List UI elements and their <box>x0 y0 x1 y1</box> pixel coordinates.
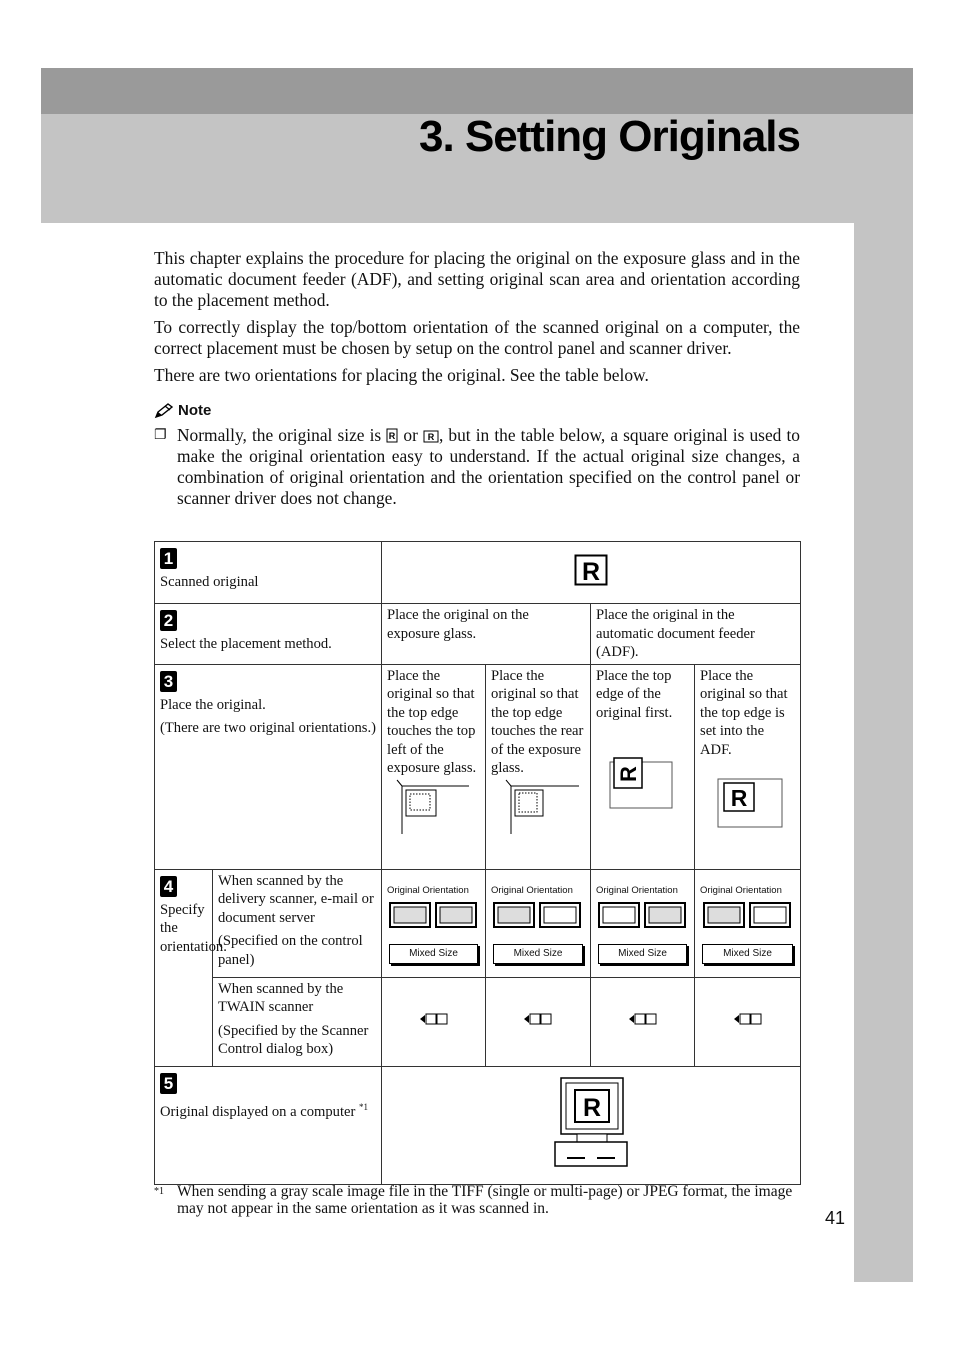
footnote-mark: *1 <box>154 1186 164 1197</box>
chapter-title: 3. Setting Originals <box>419 112 800 161</box>
step-cell <box>155 664 382 869</box>
step-sublabel: (There are two original orientations.) <box>160 720 376 736</box>
step-label: Original displayed on a computer <box>160 1103 356 1120</box>
panel-cell <box>382 869 486 977</box>
placement-text: Place the original so that the top edge touches the top left of the exposure glass. <box>387 667 477 776</box>
twain-cell <box>486 977 591 1066</box>
table-row <box>155 977 801 1066</box>
table-row <box>155 604 801 665</box>
placement-text: Place the original so that the top edge is set into the ADF. <box>700 667 788 758</box>
portrait-original-icon <box>386 428 398 443</box>
intro-paragraph: There are two orientations for placing the original. See the table below. <box>154 365 649 385</box>
panel-title: Original Orientation <box>491 884 573 896</box>
svg-text:R: R <box>389 431 396 441</box>
panel-cell <box>591 869 695 977</box>
landscape-original-icon <box>423 430 439 443</box>
footnote-mark: *1 <box>359 1101 368 1112</box>
intro-paragraph: This chapter explains the procedure for placing the original on the exposure glass and in the automatic document feeder (ADF), and setting original scan area and orientation according to the placement method. <box>154 248 800 310</box>
method-text: When scanned by the TWAIN scanner <box>218 980 344 1015</box>
r-glyph: R <box>581 557 601 586</box>
step-number: 2 <box>160 610 177 631</box>
glass-rear-illustration <box>491 778 583 838</box>
svg-text:R: R <box>730 785 748 811</box>
step-number: 3 <box>160 671 177 692</box>
table-row <box>155 664 801 869</box>
table-row <box>155 869 801 977</box>
step-label: Specify the orientation. <box>160 901 227 955</box>
placement-cell <box>695 664 801 869</box>
panel-cell <box>486 869 591 977</box>
twain-orientation-icon <box>733 1012 763 1026</box>
step-label: Select the placement method. <box>160 636 332 652</box>
placement-cell <box>382 664 486 869</box>
scanned-original-cell <box>382 542 801 604</box>
placement-text: Place the top edge of the original first. <box>596 667 673 721</box>
footnote <box>154 1183 800 1217</box>
table-row <box>155 542 801 604</box>
note-item <box>154 425 800 509</box>
method-sub: (Specified on the control panel) <box>218 933 363 968</box>
orientation-keys-illustration <box>702 900 794 930</box>
step-cell <box>155 604 382 665</box>
checkbox-icon: ❐ <box>154 427 167 443</box>
table-row <box>155 1066 801 1184</box>
pencil-icon <box>154 403 174 419</box>
svg-text:R: R <box>427 432 435 442</box>
twain-orientation-icon <box>628 1012 658 1026</box>
r-glyph: R <box>582 1094 602 1123</box>
glass-cell: Place the original on the exposure glass. <box>382 604 591 665</box>
method-cell <box>213 869 382 977</box>
intro-body <box>154 248 800 509</box>
side-tab <box>854 223 913 1282</box>
note-label: Note <box>178 402 212 419</box>
method-cell <box>213 977 382 1066</box>
note-heading <box>154 400 800 421</box>
twain-cell <box>591 977 695 1066</box>
step-label: Place the original. <box>160 696 266 713</box>
original-r-icon <box>574 554 608 586</box>
mixed-size-button: Mixed Size <box>389 944 478 965</box>
placement-text: Place the original so that the top edge touches the rear of the exposure glass. <box>491 667 584 776</box>
step-number: 5 <box>160 1073 177 1094</box>
method-text: When scanned by the delivery scanner, e-mail or document server <box>218 872 374 926</box>
step-cell <box>155 542 382 604</box>
mixed-size-button: Mixed Size <box>598 944 687 965</box>
orientation-keys-illustration <box>492 900 584 930</box>
adf-top-set-illustration <box>700 771 792 831</box>
placement-cell <box>486 664 591 869</box>
twain-orientation-icon <box>523 1012 553 1026</box>
intro-paragraph: To correctly display the top/bottom orientation of the scanned original on a computer, the correct placement must be chosen by setup on the control panel and scanner driver. <box>154 317 800 358</box>
orientation-keys-illustration <box>597 900 689 930</box>
note-text: Normally, the original size is R or R , but in the table below, a square original is used to make the original orientation easy to understand. If the actual original size changes, a combination of original orientation and the orientation specified on the control panel or scanner driver does not change. <box>177 425 800 508</box>
step-number: 4 <box>160 876 177 897</box>
footnote-text: When sending a gray scale image file in the TIFF (single or multi-page) or JPEG format, the image may not appear in the same orientation as it was scanned in. <box>177 1183 793 1217</box>
mixed-size-button: Mixed Size <box>493 944 583 965</box>
adf-top-first-illustration <box>596 748 686 818</box>
adf-cell: Place the original in the automatic document feeder (ADF). <box>591 604 801 665</box>
placement-table <box>154 541 801 1185</box>
step-cell <box>155 1066 382 1184</box>
panel-title: Original Orientation <box>700 884 782 896</box>
step-cell <box>155 869 227 1066</box>
method-sub: (Specified by the Scanner Control dialog box) <box>218 1022 369 1057</box>
step-label: Scanned original <box>160 574 259 590</box>
placement-cell <box>591 664 695 869</box>
computer-cell <box>382 1066 801 1184</box>
svg-text:R: R <box>616 766 642 782</box>
panel-title: Original Orientation <box>596 884 678 896</box>
twain-orientation-icon <box>419 1012 449 1026</box>
glass-top-left-illustration <box>387 778 477 838</box>
chapter-band-dark <box>41 68 913 114</box>
twain-cell <box>382 977 486 1066</box>
mixed-size-button: Mixed Size <box>702 944 793 965</box>
panel-title: Original Orientation <box>387 884 469 896</box>
page-number: 41 <box>825 1208 846 1228</box>
orientation-keys-illustration <box>388 900 480 930</box>
step-number: 1 <box>160 548 177 569</box>
computer-icon <box>553 1076 629 1168</box>
twain-cell <box>695 977 801 1066</box>
panel-cell <box>695 869 801 977</box>
